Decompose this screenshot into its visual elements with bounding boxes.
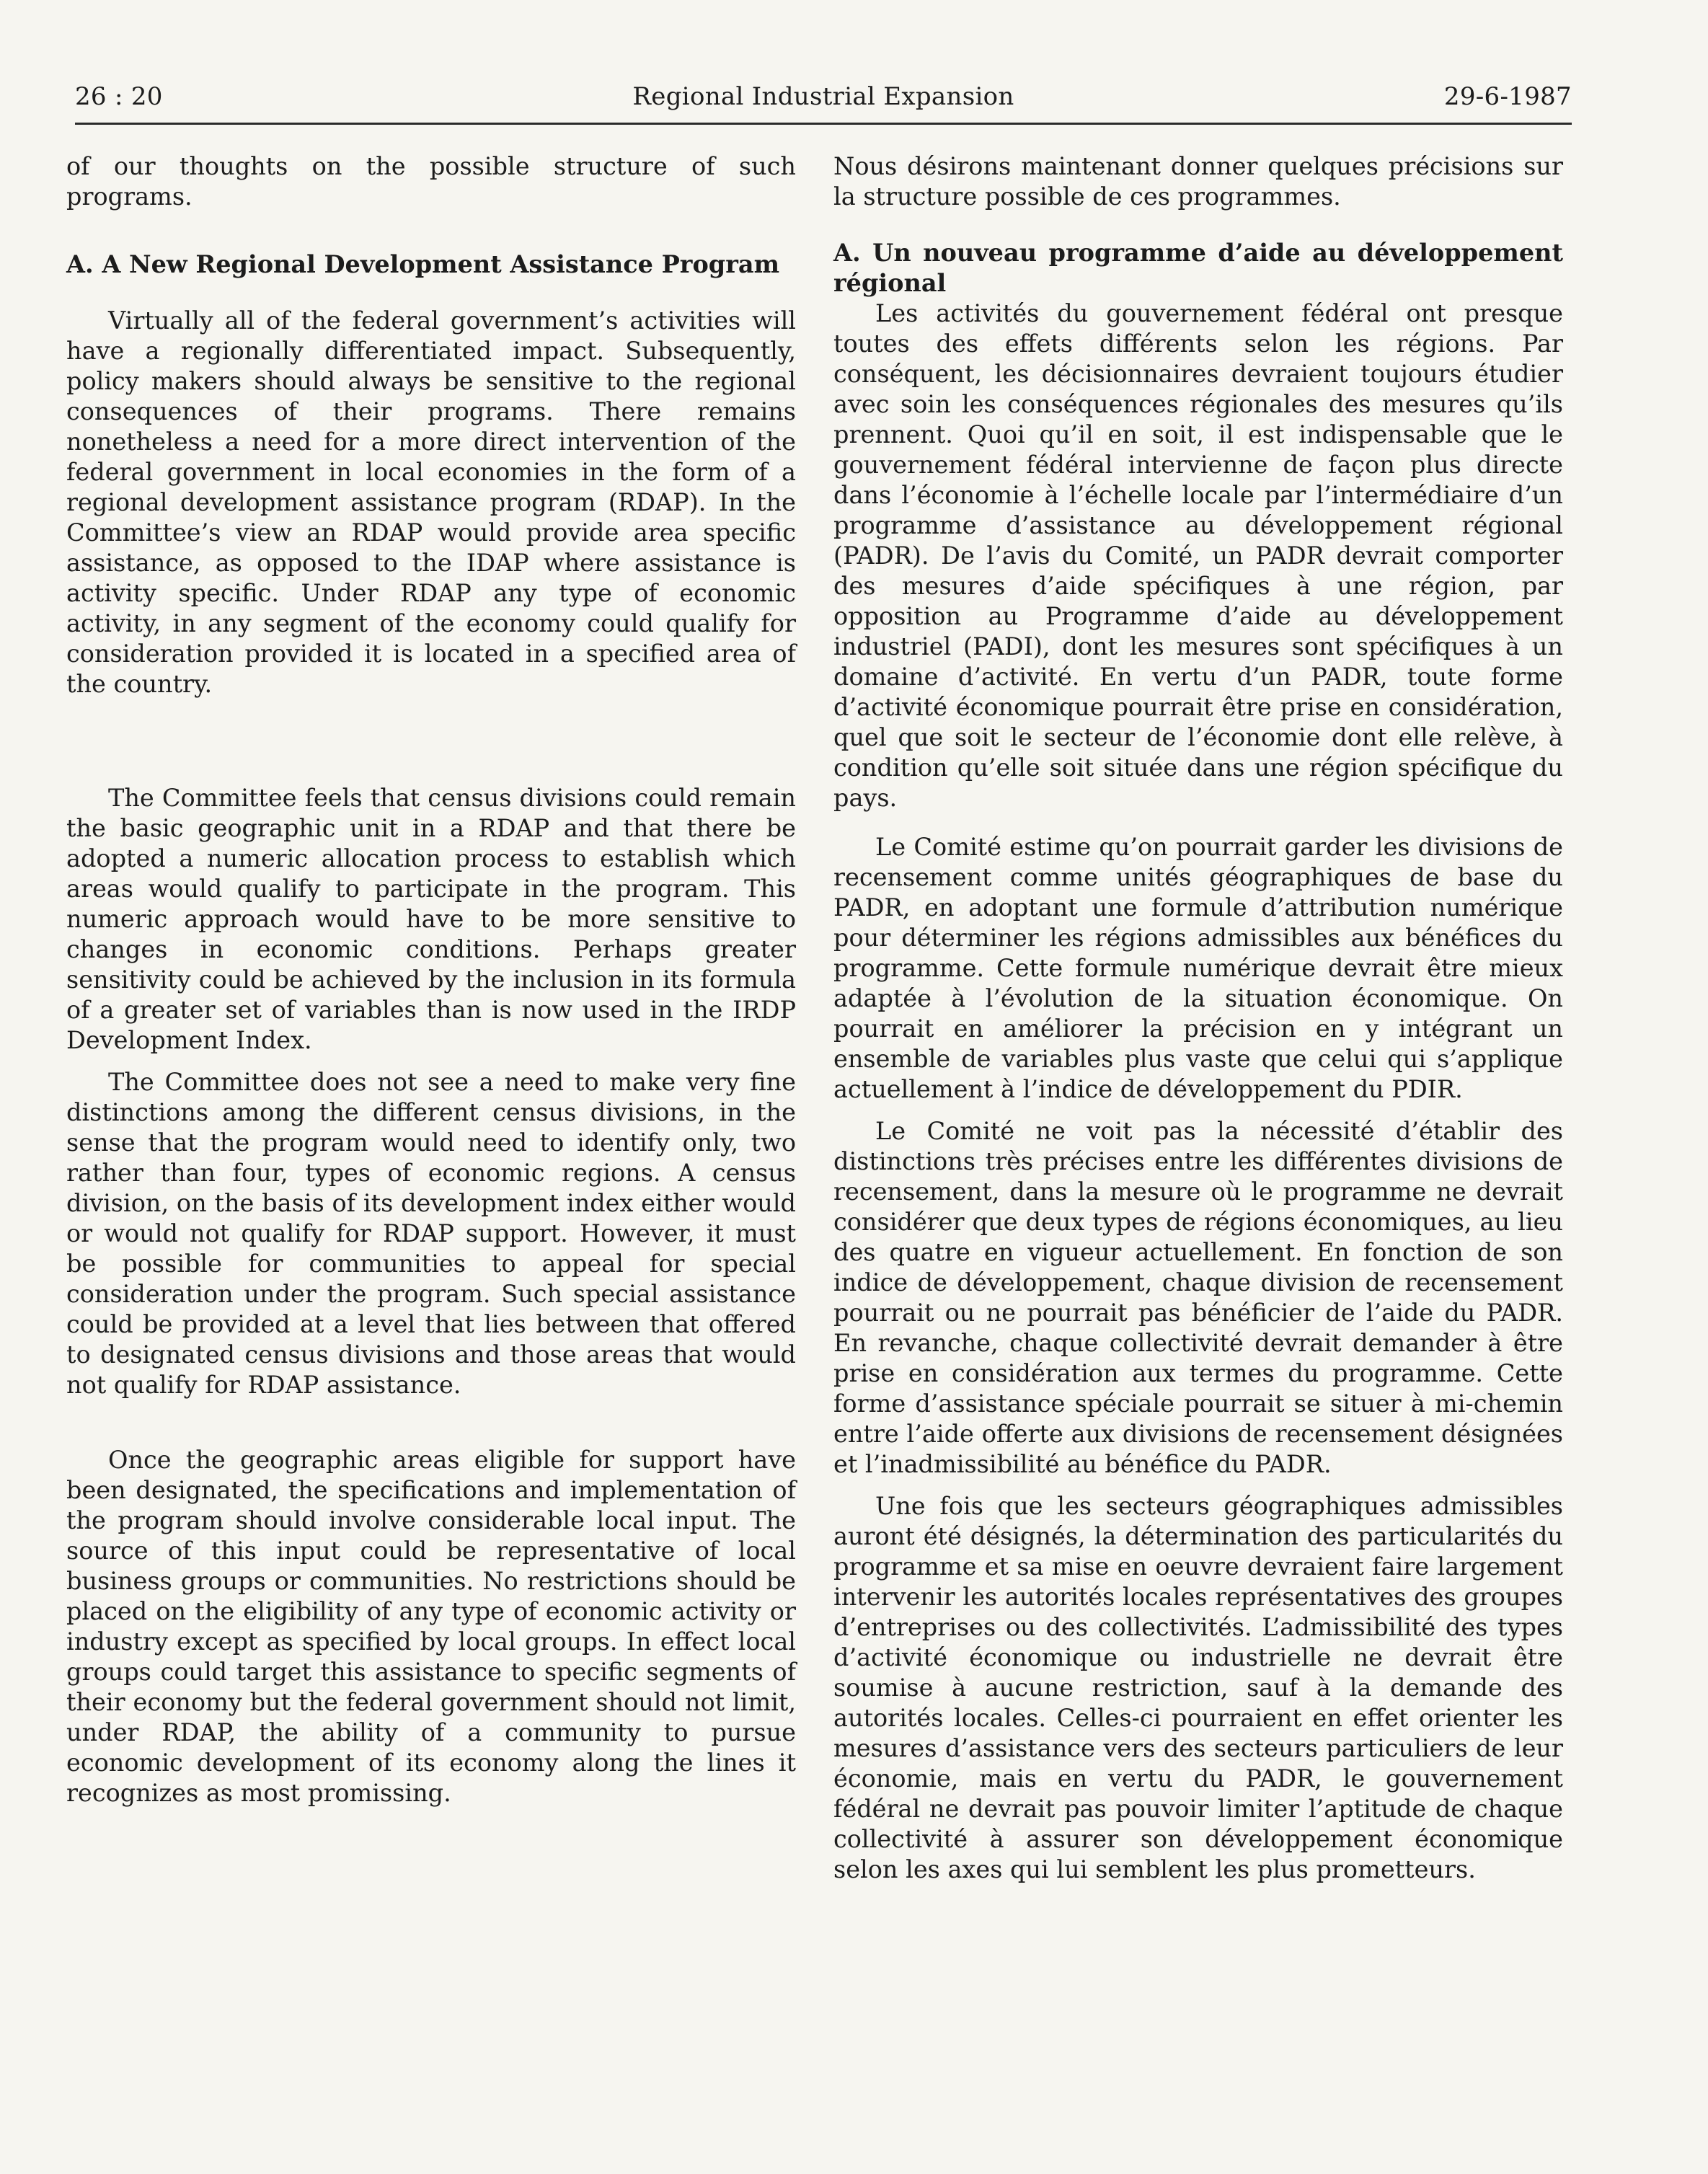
french-paragraph-1: Les activités du gouvernement fédéral ont presque toutes des effets différents selon les régions. Par conséquent, les décisionnaires devraient toujours étudier avec soin les conséquences régionales des mesures qu’ils prennent. Quoi qu’il en soit, il est indispensable que le gouvernement fédéral intervienne de façon plus directe dans l’économie à l’échelle locale par l’intermédiaire d’un programme d’assistance au développement régional (PADR). De l’avis du Comité, un PADR devrait comporter des mesures d’aide spécifiques à une région, par opposition au Programme d’aide au développement industriel (PADI), dont les mesures sont spécifiques à un domaine d’activité. En vertu d’un PADR, toute forme d’activité économique pourrait être prise en considération, quel que soit le secteur de l’économie dont elle relève, à condition qu’elle soit située dans une région spécifique du pays. [833,299,1563,812]
french-paragraph-2: Le Comité estime qu’on pourrait garder les divisions de recensement comme unités géographiques de base du PADR, en adoptant une formule d’attribution numérique pour déterminer les régions admissibles aux bénéfices du programme. Cette formule numérique devrait être mieux adaptée à l’évolution de la situation économique. On pourrait en améliorer la précision en y intégrant un ensemble de variables plus vaste que celui qui s’applique actuellement à l’indice de développement du PDIR. [833,833,1563,1103]
english-section-heading: A. A New Regional Development Assistance Program [66,250,780,278]
french-section-heading: A. Un nouveau programme d’aide au développement régional [833,239,1563,297]
french-column [833,151,1563,1896]
english-paragraph-2: The Committee feels that census divisions could remain the basic geographic unit in a RDAP and that there be adopted a numeric allocation process to establish which areas would qualify to participate in the program. This numeric approach would have to be more sensitive to changes in economic conditions. Perhaps greater sensitivity could be achieved by the inclusion in its formula of a greater set of variables than is now used in the IRDP Development Index. [66,784,796,1054]
french-intro: Nous désirons maintenant donner quelques précisions sur la structure possible de ces programmes. [833,152,1563,211]
page-header [75,78,1572,125]
french-paragraph-3: Le Comité ne voit pas la nécessité d’établir des distinctions très précises entre les différentes divisions de recensement, dans la mesure où le programme ne devrait considérer que deux types de régions économiques, au lieu des quatre en vigueur actuellement. En fonction de son indice de développement, chaque division de recensement pourrait ou ne pourrait pas bénéficier de l’aide du PADR. En revanche, chaque collectivité devrait demander à être prise en considération aux termes du programme. Cette forme d’assistance spéciale pourrait se situer à mi-chemin entre l’aide offerte aux divisions de recensement désignées et l’inadmissibilité au bénéfice du PADR. [833,1117,1563,1478]
english-paragraph-1: Virtually all of the federal government’s activities will have a regionally differentiated impact. Subsequently, policy makers should always be sensitive to the regional consequences of their programs. There remains nonetheless a need for a more direct intervention of the federal government in local economies in the form of a regional development assistance program (RDAP). In the Committee’s view an RDAP would provide area specific assistance, as opposed to the IDAP where assistance is activity specific. Under RDAP any type of economic activity, in any segment of the economy could qualify for consideration provided it is located in a specified area of the country. [66,306,796,698]
english-intro: of our thoughts on the possible structure of such programs. [66,152,796,211]
page-date: 29-6-1987 [1443,82,1572,111]
english-paragraph-3: The Committee does not see a need to make very fine distinctions among the different census divisions, in the sense that the program would need to identify only, two rather than four, types of economic regions. A census division, on the basis of its development index either would or would not qualify for RDAP support. However, it must be possible for communities to appeal for special consideration under the program. Such special assistance could be provided at a level that lies between that offered to designated census divisions and those areas that would not qualify for RDAP assistance. [66,1068,796,1399]
english-paragraph-4: Once the geographic areas eligible for support have been designated, the specifications and implementation of the program should involve considerable local input. The source of this input could be representative of local business groups or communities. No restrictions should be placed on the eligibility of any type of economic activity or industry except as specified by local groups. In effect local groups could target this assistance to specific segments of their economy but the federal government should not limit, under RDAP, the ability of a community to pursue economic development of its economy along the lines it recognizes as most promissing. [66,1446,796,1807]
page-number: 26 : 20 [75,82,163,111]
french-paragraph-4: Une fois que les secteurs géographiques admissibles auront été désignés, la détermination des particularités du programme et sa mise en oeuvre devraient faire largement intervenir les autorités locales représentatives des groupes d’entreprises ou des collectivités. L’admissibilité des types d’activité économique ou industrielle ne devrait être soumise à aucune restriction, sauf à la demande des autorités locales. Celles-ci pourraient en effet orienter les mesures d’assistance vers des secteurs particuliers de leur économie, mais en vertu du PADR, le gouvernement fédéral ne devrait pas pouvoir limiter l’aptitude de chaque collectivité à assurer son développement économique selon les axes qui lui semblent les plus prometteurs. [833,1492,1563,1883]
english-column [66,151,796,1820]
running-title: Regional Industrial Expansion [632,82,1014,111]
